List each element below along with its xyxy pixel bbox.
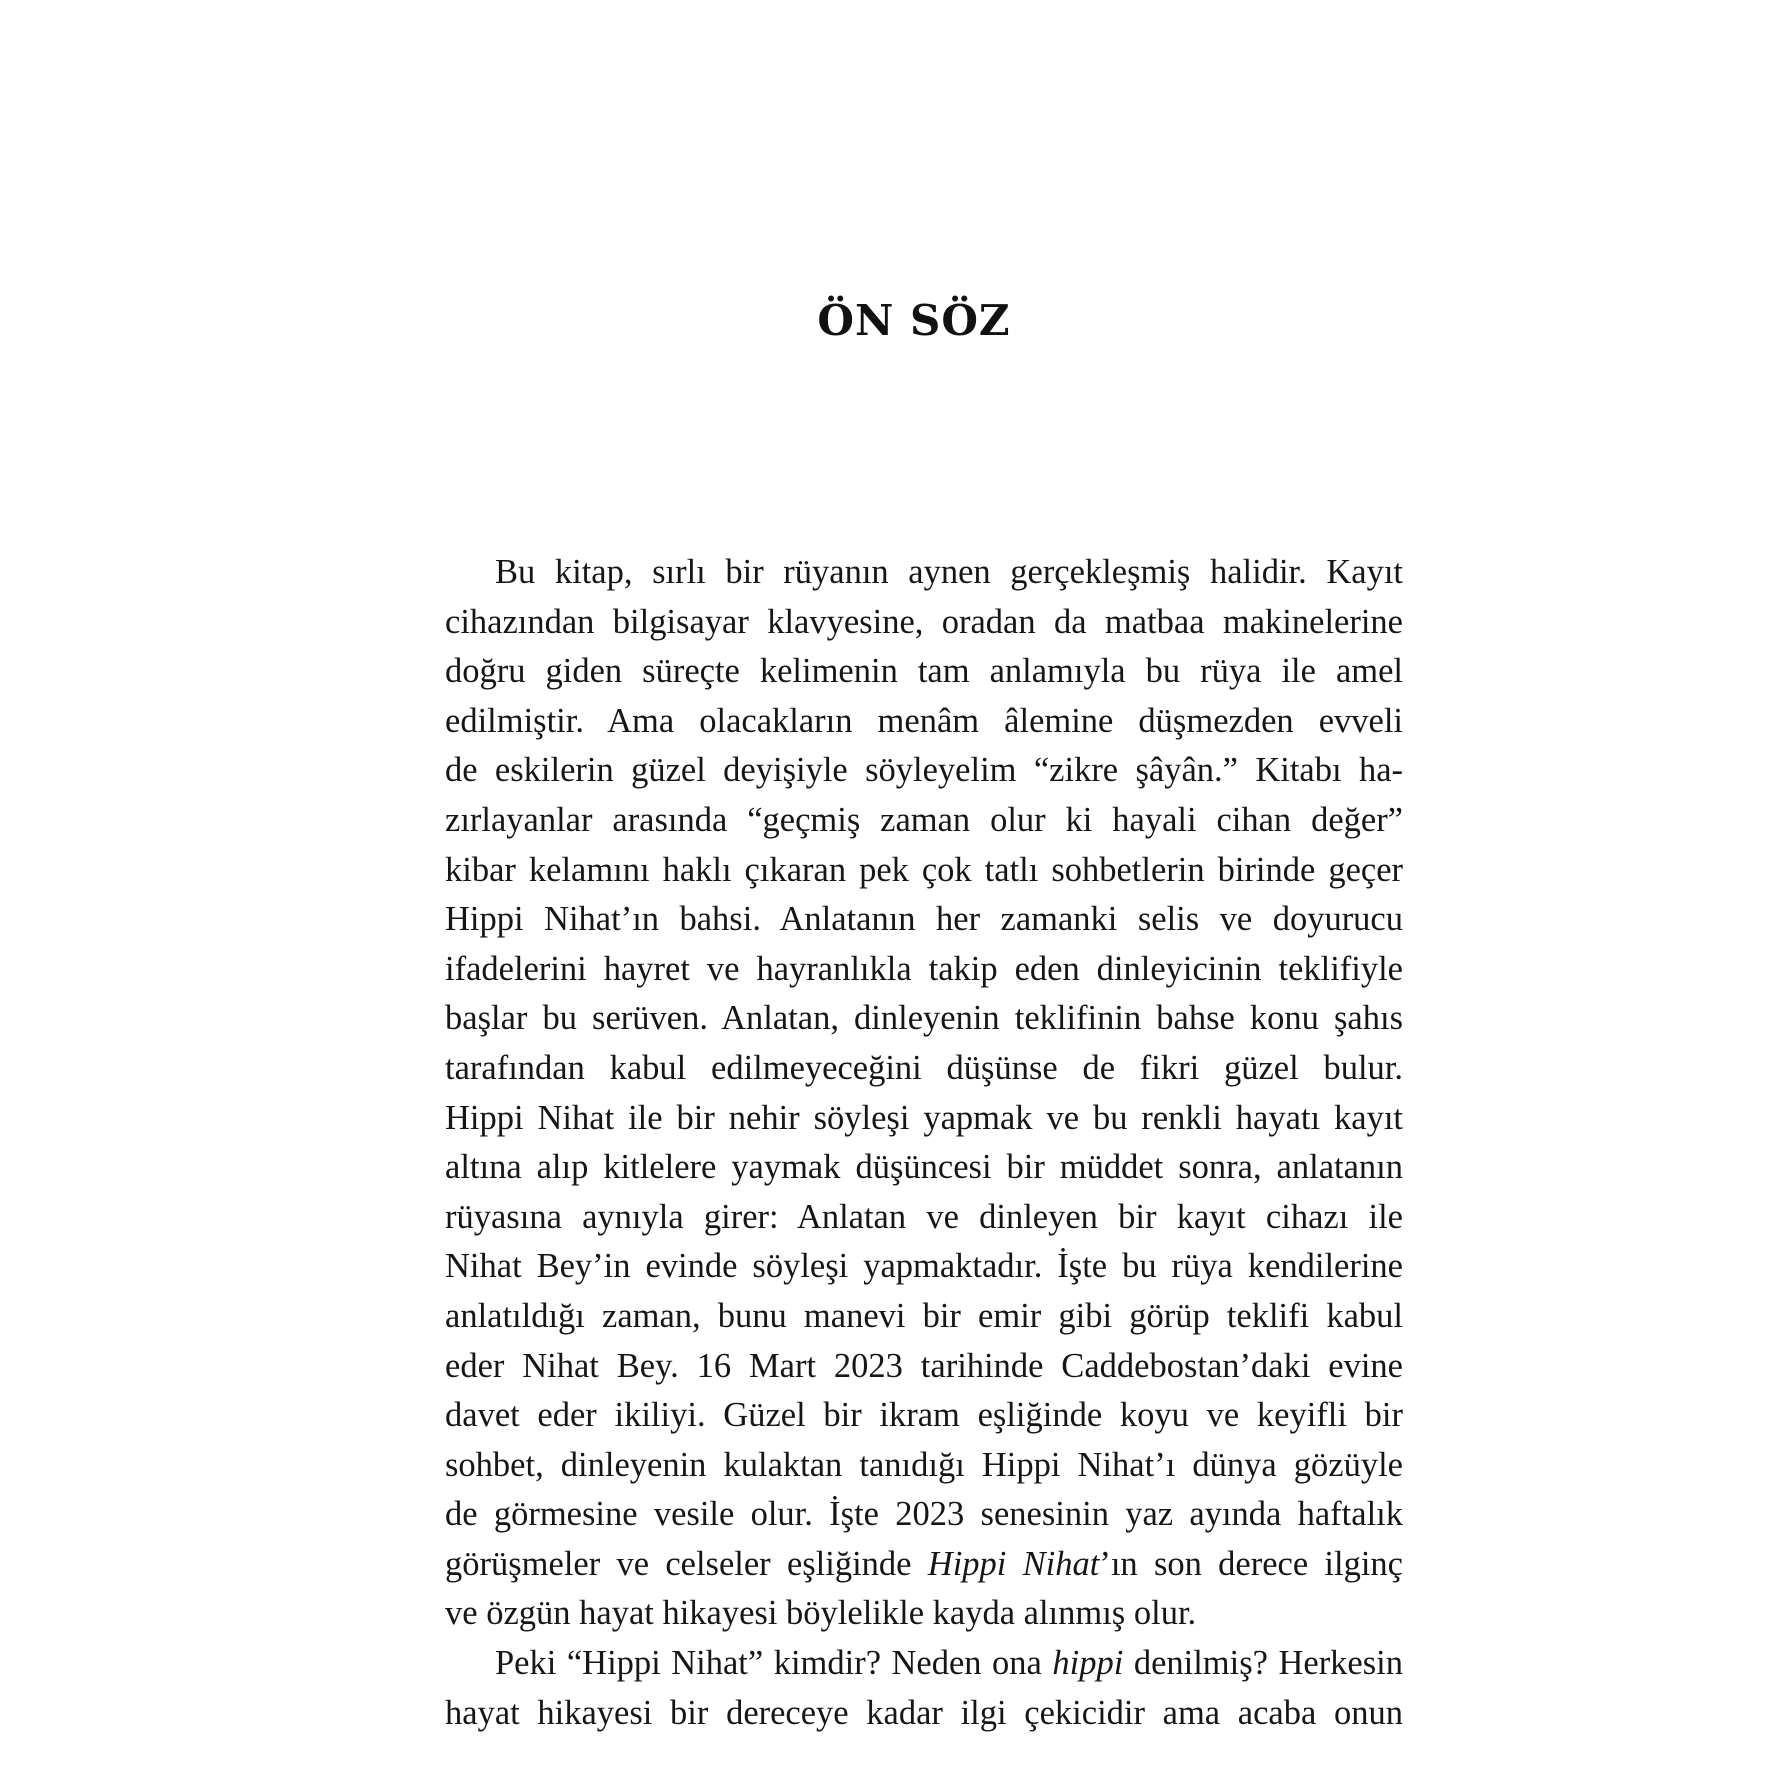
text-line: başlar bu serüven. Anlatan, dinleyenin teklifinin bahse konu şahıs bbox=[445, 999, 1403, 1038]
text-line: anlatıldığı zaman, bunu manevi bir emir gibi görüp teklifi kabul bbox=[445, 1296, 1403, 1335]
text-line: rüyasına aynıyla girer: Anlatan ve dinleyen bir kayıt cihazı ile bbox=[445, 1197, 1403, 1236]
text-line: altına alıp kitlelere yaymak düşüncesi bir müddet sonra, anlatanın bbox=[445, 1148, 1403, 1187]
text-line: davet eder ikiliyi. Güzel bir ikram eşliğinde koyu ve keyifli bir bbox=[445, 1396, 1403, 1435]
text-line: cihazından bilgisayar klavyesine, oradan da matbaa makinelerine bbox=[445, 602, 1403, 641]
italic-word: hippi bbox=[1052, 1644, 1124, 1683]
text-line: ve özgün hayat hikayesi böylelikle kayda alınmış olur. bbox=[445, 1594, 1197, 1633]
text-line bbox=[445, 1540, 1403, 1590]
text-run: denilmiş? Herkesin bbox=[1123, 1644, 1404, 1683]
text-line: Bu kitap, sırlı bir rüyanın aynen gerçekleşmiş halidir. Kayıt bbox=[495, 553, 1403, 591]
text-line: ifadelerini hayret ve hayranlıkla takip eden dinleyicinin teklifiyle bbox=[445, 949, 1403, 988]
chapter-title: ÖN SÖZ bbox=[817, 296, 1011, 345]
text-line: Nihat Bey’in evinde söyleşi yapmaktadır. İşte bu rüya kendilerine bbox=[445, 1247, 1403, 1286]
text-line: kibar kelamını haklı çıkaran pek çok tatlı sohbetlerin birinde geçer bbox=[445, 850, 1403, 889]
text-line: sohbet, dinleyenin kulaktan tanıdığı Hippi Nihat’ı dünya gözüyle bbox=[445, 1445, 1403, 1484]
text-line: Hippi Nihat ile bir nehir söyleşi yapmak ve bu renkli hayatı kayıt bbox=[445, 1098, 1403, 1137]
body-text bbox=[445, 548, 1403, 1738]
text-run: ’ın son derece ilginç bbox=[1099, 1544, 1403, 1583]
paragraph-1 bbox=[445, 548, 1403, 1639]
text-line: hayat hikayesi bir dereceye kadar ilgi çekicidir ama acaba onun bbox=[445, 1693, 1403, 1732]
text-line bbox=[445, 1639, 1403, 1689]
text-line: de görmesine vesile olur. İşte 2023 senesinin yaz ayında haftalık bbox=[445, 1495, 1403, 1534]
text-line: eder Nihat Bey. 16 Mart 2023 tarihinde Caddebostan’daki evine bbox=[445, 1346, 1403, 1385]
text-run: Peki “Hippi Nihat” kimdir? Neden ona bbox=[495, 1644, 1053, 1683]
text-line: edilmiştir. Ama olacakların menâm âlemine düşmezden evveli bbox=[445, 701, 1403, 740]
text-line: tarafından kabul edilmeyeceğini düşünse de fikri güzel bulur. bbox=[445, 1048, 1403, 1087]
paragraph-2 bbox=[445, 1639, 1403, 1738]
text-line: zırlayanlar arasında “geçmiş zaman olur ki hayali cihan değer” bbox=[445, 800, 1403, 839]
italic-book-title: Hippi Nihat bbox=[927, 1544, 1100, 1583]
text-line: Hippi Nihat’ın bahsi. Anlatanın her zamanki selis ve doyurucu bbox=[445, 900, 1403, 939]
text-line: de eskilerin güzel deyişiyle söyleyelim “zikre şâyân.” Kitabı ha- bbox=[445, 751, 1403, 790]
text-line: doğru giden süreçte kelimenin tam anlamıyla bu rüya ile amel bbox=[445, 652, 1403, 691]
text-run: görüşmeler ve celseler eşliğinde bbox=[445, 1544, 928, 1583]
